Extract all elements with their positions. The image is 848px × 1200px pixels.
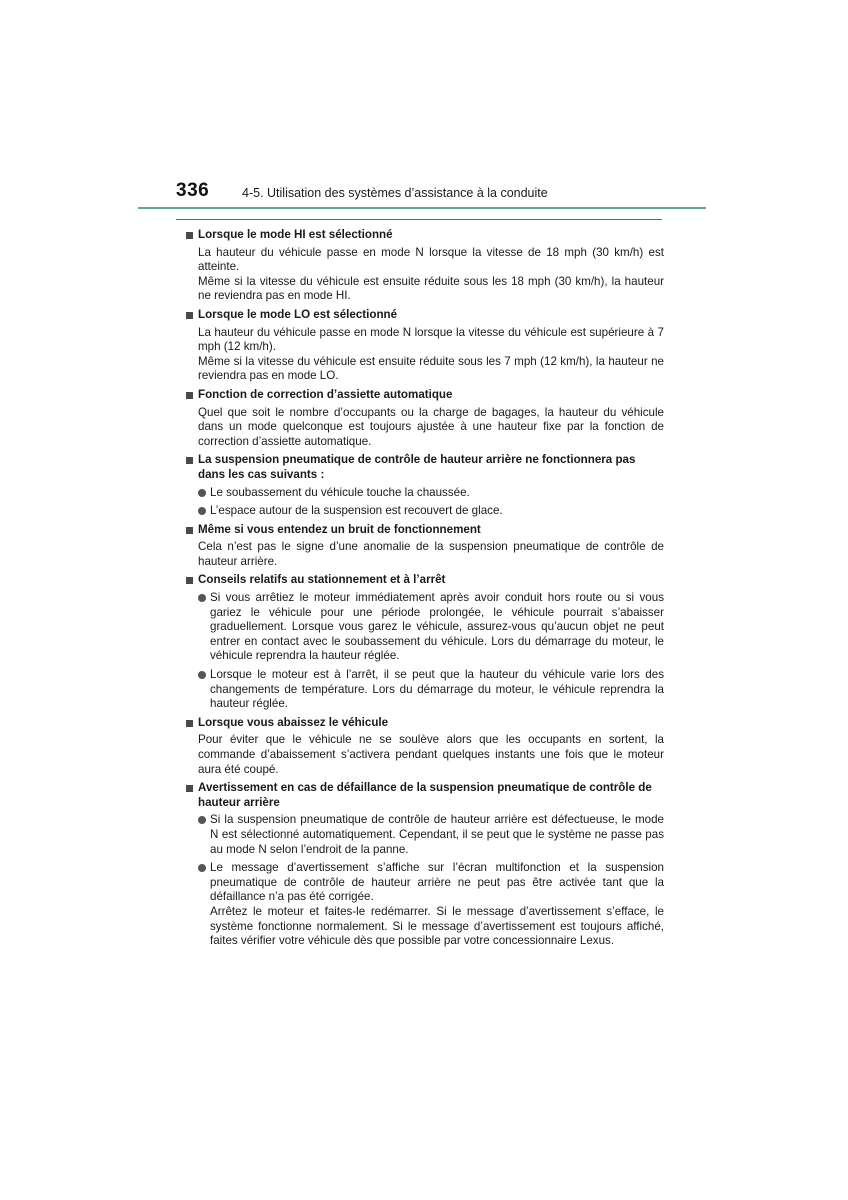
section-heading-text: Conseils relatifs au stationnement et à l’arrêt [198,573,446,587]
square-bullet-icon [186,785,193,792]
section-heading-text: La suspension pneumatique de contrôle de hauteur arrière ne fonctionnera pas dans les cas suivants : [198,453,636,481]
section-heading [186,388,664,403]
section-heading [186,716,664,731]
square-bullet-icon [186,457,193,464]
round-bullet-icon [198,816,206,824]
paragraph: La hauteur du véhicule passe en mode N lorsque la vitesse du véhicule est supérieure à 7 mph (12 km/h). [198,325,664,354]
list-item [198,591,664,664]
section-heading-text: Fonction de correction d’assiette automatique [198,387,453,401]
page-header [0,0,848,212]
section-heading [186,573,664,588]
section-heading-text: Lorsque le mode LO est sélectionné [198,307,398,321]
round-bullet-icon [198,507,206,515]
section-heading [186,523,664,538]
list-item [198,813,664,857]
section-heading [186,308,664,323]
square-bullet-icon [186,232,193,239]
section-heading [186,228,664,243]
paragraph: Même si la vitesse du véhicule est ensuite réduite sous les 7 mph (12 km/h), la hauteur ne reviendra pas en mode LO. [198,354,664,383]
round-bullet-icon [198,864,206,872]
section-malfunction-warning [186,781,664,949]
round-bullet-icon [198,489,206,497]
document-body [186,228,664,953]
round-bullet-icon [198,594,206,602]
list-item-text: Si la suspension pneumatique de contrôle de hauteur arrière est défectueuse, le mode N est sélectionné automatiquement. Cependant, il se peut que le système ne passe pas au mode N selon l’endroit de la panne. [210,813,664,856]
paragraph: La hauteur du véhicule passe en mode N lorsque la vitesse de 18 mph (30 km/h) est atteinte. [198,245,664,274]
section-lo-mode [186,308,664,384]
section-hi-mode [186,228,664,304]
paragraph: Cela n’est pas le signe d’une anomalie de la suspension pneumatique de contrôle de hauteur arrière. [198,540,664,568]
list-item [198,668,664,712]
section-parking-tips [186,573,664,711]
section-heading-text: Même si vous entendez un bruit de fonctionnement [198,522,481,536]
chapter-title: 4-5. Utilisation des systèmes d’assistance à la conduite [242,186,548,200]
section-auto-leveling [186,388,664,449]
list-item [198,504,664,519]
section-operating-noise [186,523,664,570]
section-heading-text: Lorsque le mode HI est sélectionné [198,228,393,241]
square-bullet-icon [186,577,193,584]
paragraph: Quel que soit le nombre d’occupants ou la charge de bagages, la hauteur du véhicule dans un mode quelconque est toujours ajustée à une hauteur fixe par la fonction de correction d’assiette automatique. [198,405,664,448]
list-item-text: Si vous arrêtiez le moteur immédiatement après avoir conduit hors route ou si vous gariez le véhicule pour une période prolongée, le véhicule pourrait s’abaisser graduellement. Lorsque vous garez le véhicule, assurez-vous qu’aucun objet ne peut entrer en contact avec le soubassement du véhicule. Lors du démarrage du moteur, le véhicule reprendra la hauteur réglée. [210,591,664,663]
section-heading [186,453,664,482]
list-item [198,861,664,949]
section-heading-text: Lorsque vous abaissez le véhicule [198,715,389,729]
square-bullet-icon [186,392,193,399]
section-not-functioning-cases [186,453,664,518]
square-bullet-icon [186,527,193,534]
section-heading [186,781,664,810]
list-item-followup-text: Arrêtez le moteur et faites-le redémarrer. Si le message d’avertissement s’efface, le système fonctionne normalement. Si le message d’avertissement est toujours affiché, faites vérifier votre véhicule dès que possible par votre concessionnaire Lexus. [210,904,664,948]
list-item-body [210,861,664,949]
content-top-rule [176,219,662,220]
square-bullet-icon [186,312,193,319]
page-number: 336 [176,180,210,201]
paragraph: Pour éviter que le véhicule ne se soulève alors que les occupants en sortent, la commande d’abaissement s’activera pendant quelques instants une fois que le moteur aura été coupé. [198,733,664,776]
list-item-text: Le soubassement du véhicule touche la chaussée. [210,485,470,499]
section-lowering-vehicle [186,716,664,777]
paragraph: Même si la vitesse du véhicule est ensuite réduite sous les 18 mph (30 km/h), la hauteur ne reviendra pas en mode HI. [198,274,664,303]
header-divider [138,207,706,209]
list-item-text: L’espace autour de la suspension est recouvert de glace. [210,504,503,518]
list-item-text: Le message d’avertissement s’affiche sur l’écran multifonction et la suspension pneumatique de contrôle de hauteur arrière ne peut pas être activée tant que la défaillance n’a pas été corrigée. [210,861,664,904]
list-item-text: Lorsque le moteur est à l’arrêt, il se peut que la hauteur du véhicule varie lors des changements de température. Lors du démarrage du moteur, le véhicule reprendra la hauteur réglée. [210,668,664,711]
round-bullet-icon [198,671,206,679]
square-bullet-icon [186,720,193,727]
list-item [198,486,664,501]
section-heading-text: Avertissement en cas de défaillance de la suspension pneumatique de contrôle de hauteur arrière [198,781,652,809]
